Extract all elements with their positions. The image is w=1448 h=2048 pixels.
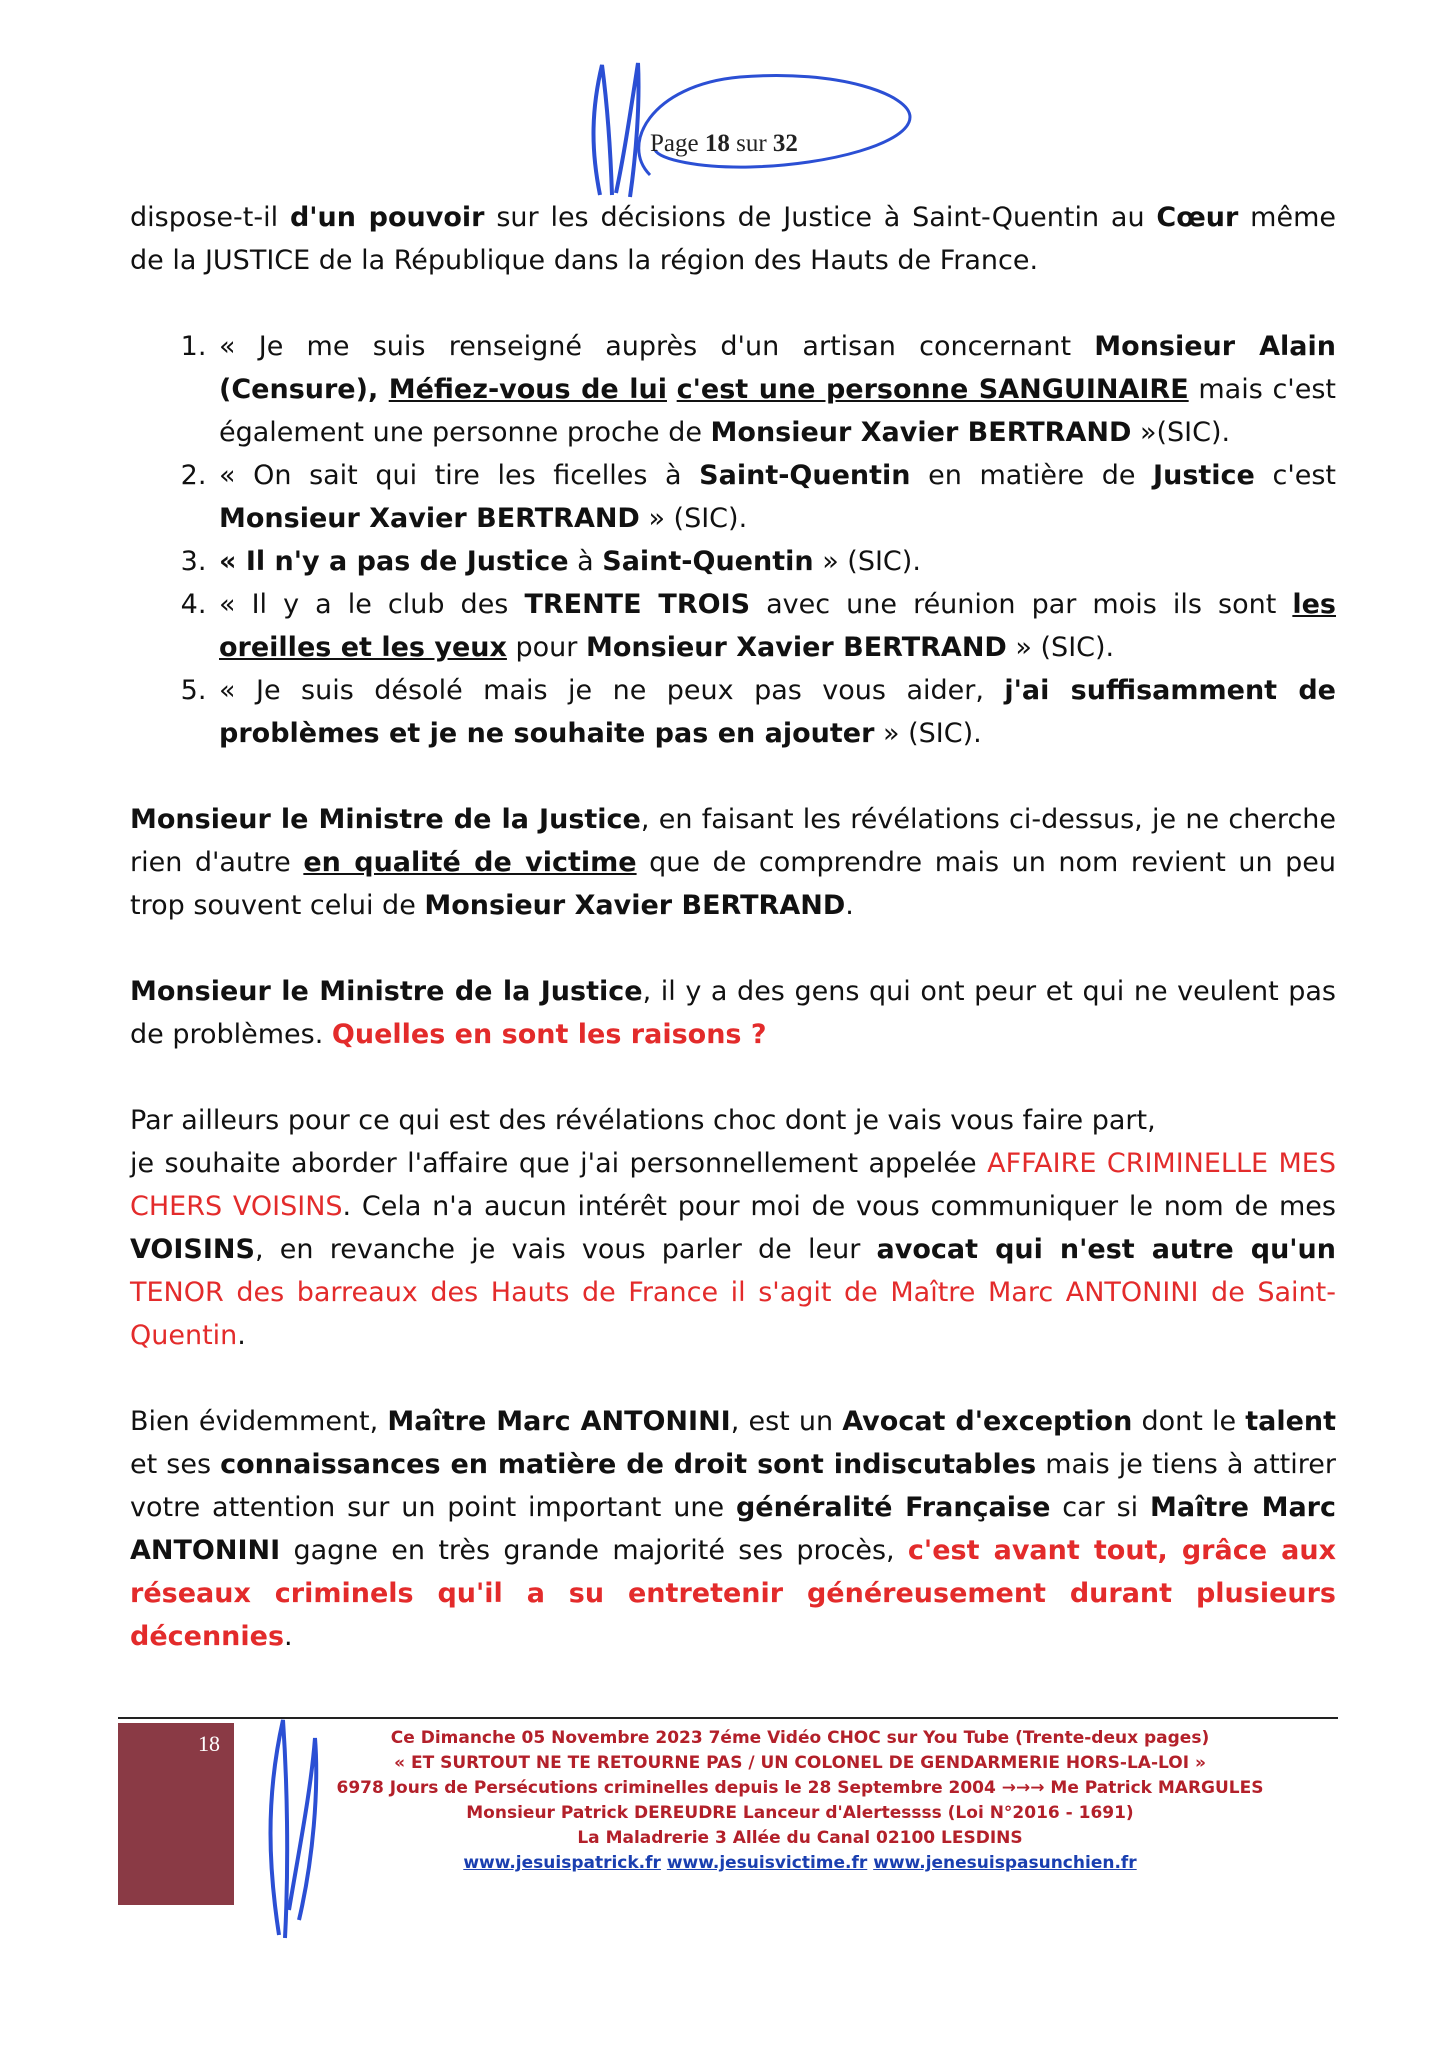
signature-top-icon xyxy=(580,55,940,200)
list-item: 4. « Il y a le club des TRENTE TROIS avec une réunion par mois ils sont les oreilles et les yeux pour Monsieur Xavier BERTRAND » (SIC). xyxy=(215,583,1336,669)
footer-line-2: « ET SURTOUT NE TE RETOURNE PAS / UN COLONEL DE GENDARMERIE HORS-LA-LOI » xyxy=(394,1753,1206,1773)
list-item: 3. « Il n'y a pas de Justice à Saint-Quentin » (SIC). xyxy=(215,540,1336,583)
list-item: 5. « Je suis désolé mais je ne peux pas vous aider, j'ai suffisamment de problèmes et je ne souhaite pas en ajouter » (SIC). xyxy=(215,669,1336,755)
paragraph-intro: dispose-t-il d'un pouvoir sur les décisions de Justice à Saint-Quentin au Cœur même de la JUSTICE de la République dans la région des Hauts de France. xyxy=(130,202,1336,276)
footer-page-box xyxy=(118,1723,234,1905)
footer-line-3: 6978 Jours de Persécutions criminelles depuis le 28 Septembre 2004 →→→ Me Patrick MARGULES xyxy=(336,1778,1264,1798)
link-jenesuispasunchien[interactable]: www.jenesuispasunchien.fr xyxy=(873,1853,1137,1873)
list-item: 2. « On sait qui tire les ficelles à Saint-Quentin en matière de Justice c'est Monsieur Xavier BERTRAND » (SIC). xyxy=(215,454,1336,540)
paragraph-affaire-intro: Par ailleurs pour ce qui est des révélations choc dont je vais vous faire part, xyxy=(130,1105,1156,1136)
letter-body xyxy=(130,196,1336,1658)
footer-line-4: Monsieur Patrick DEREUDRE Lanceur d'Alertessss (Loi N°2016 - 1691) xyxy=(466,1803,1134,1823)
paragraph-minister-1: Monsieur le Ministre de la Justice, en faisant les révélations ci-dessus, je ne cherche rien d'autre en qualité de victime que de comprendre mais un nom revient un peu trop souvent celui de Monsieur Xavier BERTRAND. xyxy=(130,804,1337,921)
page-total: 32 xyxy=(772,130,798,157)
footer-page-number: 18 xyxy=(198,1731,220,1756)
paragraph-antonini: Bien évidemment, Maître Marc ANTONINI, est un Avocat d'exception dont le talent et ses connaissances en matière de droit sont indiscutables mais je tiens à attirer votre attention sur un point important une généralité Française car si Maître Marc ANTONINI gagne en très grande majorité ses procès, c'est avant tout, grâce aux réseaux criminels qu'il a su entretenir généreusement durant plusieurs décennies. xyxy=(130,1406,1337,1652)
footer xyxy=(290,1726,1310,1876)
paragraph-minister-2: Monsieur le Ministre de la Justice, il y a des gens qui ont peur et qui ne veulent pas de problèmes. Quelles en sont les raisons ? xyxy=(130,976,1337,1050)
link-jesuisvictime[interactable]: www.jesuisvictime.fr xyxy=(666,1853,868,1873)
footer-links xyxy=(290,1851,1310,1876)
page-current: 18 xyxy=(704,130,730,157)
link-jesuispatrick[interactable]: www.jesuispatrick.fr xyxy=(463,1853,661,1873)
footer-divider xyxy=(118,1717,1338,1719)
list-item: 1. « Je me suis renseigné auprès d'un artisan concernant Monsieur Alain (Censure), Méfiez-vous de lui c'est une personne SANGUINAIRE mais c'est également une personne proche de Monsieur Xavier BERTRAND »(SIC). xyxy=(215,325,1336,454)
footer-line-1: Ce Dimanche 05 Novembre 2023 7éme Vidéo CHOC sur You Tube (Trente-deux pages) xyxy=(390,1728,1210,1748)
page-number: Page 18 sur 32 xyxy=(650,130,798,157)
footer-line-5: La Maladrerie 3 Allée du Canal 02100 LESDINS xyxy=(577,1828,1023,1848)
paragraph-affaire: je souhaite aborder l'affaire que j'ai personnellement appelée AFFAIRE CRIMINELLE MES CHERS VOISINS. Cela n'a aucun intérêt pour moi de vous communiquer le nom de mes VOISINS, en revanche je vais vous parler de leur avocat qui n'est autre qu'un TENOR des barreaux des Hauts de France il s'agit de Maître Marc ANTONINI de Saint-Quentin. xyxy=(130,1148,1337,1351)
testimony-list xyxy=(130,325,1336,755)
